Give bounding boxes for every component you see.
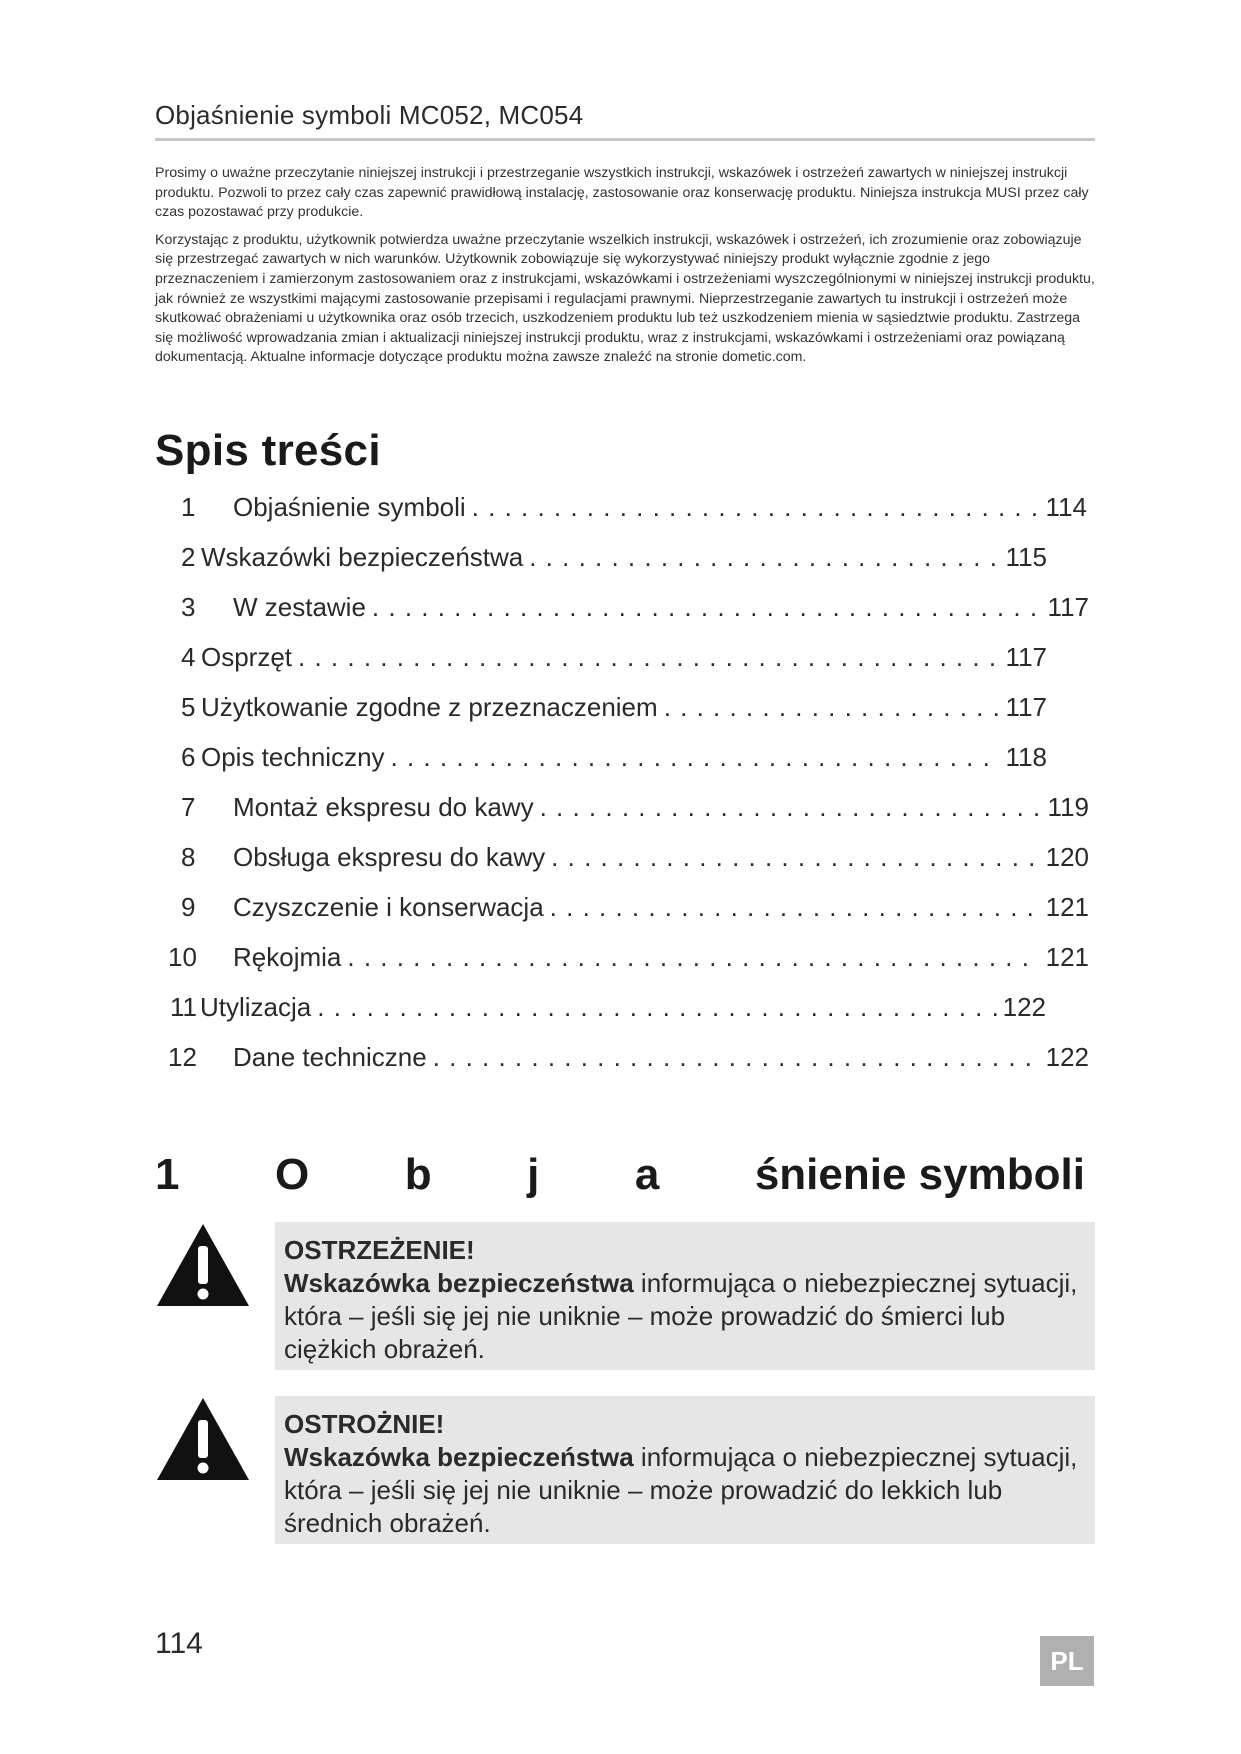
section-heading-part: b xyxy=(404,1150,432,1199)
caution-text: informująca o niebezpiecznej sytuacji, która – jeśli się jej nie uniknie – może prowadzić do lekkich lub średnich obrażeń. xyxy=(284,1442,1078,1538)
toc-entry-label: Osprzęt xyxy=(201,642,293,672)
toc-entry-label: Czyszczenie i konserwacja xyxy=(233,892,544,922)
toc-entry-label: Utylizacja xyxy=(200,992,312,1022)
caution-notice xyxy=(275,1396,1095,1544)
toc-entry-label: W zestawie xyxy=(233,592,366,622)
toc-entry-page: 118 xyxy=(1005,742,1047,772)
caution-title: OSTROŻNIE! xyxy=(284,1409,445,1439)
toc-leader-dots xyxy=(540,792,1042,823)
toc-leader-dots xyxy=(347,942,1039,973)
toc-entry[interactable] xyxy=(181,642,1047,678)
toc-leader-dots xyxy=(472,492,1040,523)
warning-title: OSTRZEŻENIE! xyxy=(284,1235,475,1265)
toc-entry-page: 117 xyxy=(1005,642,1047,672)
toc-entry-page: 120 xyxy=(1045,842,1089,872)
warning-text: informująca o niebezpiecznej sytuacji, która – jeśli się jej nie uniknie – może prowadzić do śmierci lub ciężkich obrażeń. xyxy=(284,1268,1078,1364)
toc-leader-dots xyxy=(550,892,1040,923)
toc-entry-number: 7 xyxy=(181,792,196,822)
section-heading xyxy=(155,1150,1085,1200)
toc-entry-number: 4 xyxy=(181,642,196,672)
toc-entry-page: 119 xyxy=(1047,792,1089,822)
toc-leader-dots xyxy=(551,842,1039,873)
toc-leader-dots xyxy=(664,692,1000,723)
toc-entry-number: 1 xyxy=(181,492,196,522)
intro-text xyxy=(155,164,1095,376)
toc-entry-label: Rękojmia xyxy=(233,942,342,972)
toc-leader-dots xyxy=(317,992,996,1023)
toc-entry-number: 5 xyxy=(181,692,196,722)
toc-entry-page: 121 xyxy=(1045,942,1089,972)
toc-entry[interactable] xyxy=(168,942,1089,978)
toc-entry-label: Obsługa ekspresu do kawy xyxy=(233,842,546,872)
toc-leader-dots xyxy=(372,592,1042,623)
caution-triangle-icon xyxy=(155,1396,251,1482)
toc-entry[interactable] xyxy=(181,592,1089,628)
toc-entry-label: Użytkowanie zgodne z przeznaczeniem xyxy=(201,692,658,722)
toc-entry[interactable] xyxy=(181,892,1089,928)
toc-entry-page: 121 xyxy=(1045,892,1089,922)
toc-entry-number: 10 xyxy=(168,942,197,972)
caution-lead: Wskazówka bezpieczeństwa xyxy=(284,1442,634,1472)
toc-entry[interactable] xyxy=(181,842,1089,878)
toc-entry-page: 117 xyxy=(1005,692,1047,722)
toc-entry-label: Montaż ekspresu do kawy xyxy=(233,792,534,822)
section-heading-part: 1 xyxy=(155,1150,180,1199)
toc-entry-number: 2 xyxy=(181,542,196,572)
toc-entry[interactable] xyxy=(168,1042,1089,1078)
toc-entry[interactable] xyxy=(181,692,1047,728)
warning-lead: Wskazówka bezpieczeństwa xyxy=(284,1268,634,1298)
warning-triangle-icon xyxy=(155,1222,251,1308)
intro-paragraph-1: Prosimy o uważne przeczytanie niniejszej instrukcji i przestrzeganie wszystkich instrukcji, wskazówek i ostrzeżeń zawartych w niniejszej instrukcji produktu. Pozwoli to przez cały czas zapewnić prawidłową instalację, zastosowanie oraz konserwację produktu. Niniejsza instrukcja MUSI przez cały czas pozostawać przy produkcie. xyxy=(155,165,1089,221)
toc-entry-page: 115 xyxy=(1005,542,1047,572)
toc-leader-dots xyxy=(391,742,1000,773)
toc-entry-label: Objaśnienie symboli xyxy=(233,492,466,522)
section-heading-part: śnienie symboli xyxy=(754,1150,1085,1199)
toc-entry-page: 117 xyxy=(1047,592,1089,622)
toc-entry-number: 12 xyxy=(168,1042,197,1072)
header-divider xyxy=(155,138,1095,141)
toc-entry-label: Wskazówki bezpieczeństwa xyxy=(201,542,524,572)
section-heading-part: O xyxy=(274,1150,310,1199)
toc-leader-dots xyxy=(298,642,1000,673)
page-header-title: Objaśnienie symboli MC052, MC054 xyxy=(155,100,584,130)
toc-entry-number: 3 xyxy=(181,592,196,622)
toc-entry[interactable] xyxy=(181,742,1047,778)
toc-entry-page: 122 xyxy=(1002,992,1046,1022)
toc-entry-label: Opis techniczny xyxy=(201,742,385,772)
toc-entry[interactable] xyxy=(181,792,1089,828)
toc-entry-number: 6 xyxy=(181,742,196,772)
intro-paragraph-2: Korzystając z produktu, użytkownik potwierdza uważne przeczytanie wszelkich instrukcji, wskazówek i ostrzeżeń, ich zrozumienie oraz zobowiązuje się przestrzegać zawartych w nich warunków. Użytkownik zobowiązuje się wykorzystywać niniejszy produkt wyłącznie zgodnie z jego przeznaczeniem i zamierzonym zastosowaniem oraz z instrukcjami, wskazówkami i ostrzeżeniami wyszczególnionymi w niniejszej instrukcji produktu, jak również ze wszystkimi mającymi zastosowanie przepisami i regulacjami prawnymi. Nieprzestrzeganie zawartych tu instrukcji i ostrzeżeń może skutkować obrażeniami u użytkownika oraz osób trzecich, uszkodzeniem produktu lub też uszkodzeniem mienia w sąsiedztwie produktu. Zastrzega się możliwość wprowadzania zmian i aktualizacji niniejszej instrukcji produktu, wraz z instrukcjami, wskazówkami i ostrzeżeniami oraz powiązaną dokumentacją. Aktualne informacje dotyczące produktu można zawsze znaleźć na stronie dometic.com. xyxy=(155,231,1095,366)
toc-entry[interactable] xyxy=(181,542,1047,578)
toc-entry-number: 8 xyxy=(181,842,196,872)
toc-entry[interactable] xyxy=(170,992,1046,1028)
section-heading-part: a xyxy=(634,1150,660,1199)
toc-entry[interactable] xyxy=(181,492,1087,528)
section-heading-part: j xyxy=(527,1150,540,1199)
toc-leader-dots xyxy=(529,542,999,573)
toc-heading: Spis treści xyxy=(155,426,381,475)
toc-entry-page: 114 xyxy=(1045,492,1087,522)
warning-notice xyxy=(275,1222,1095,1370)
toc-leader-dots xyxy=(433,1042,1040,1073)
toc-entry-page: 122 xyxy=(1045,1042,1089,1072)
toc-entry-number: 11 xyxy=(170,992,197,1022)
language-badge: PL xyxy=(1040,1636,1094,1686)
toc-entry-number: 9 xyxy=(181,892,196,922)
toc-entry-label: Dane techniczne xyxy=(233,1042,427,1072)
page-number: 114 xyxy=(155,1627,203,1660)
